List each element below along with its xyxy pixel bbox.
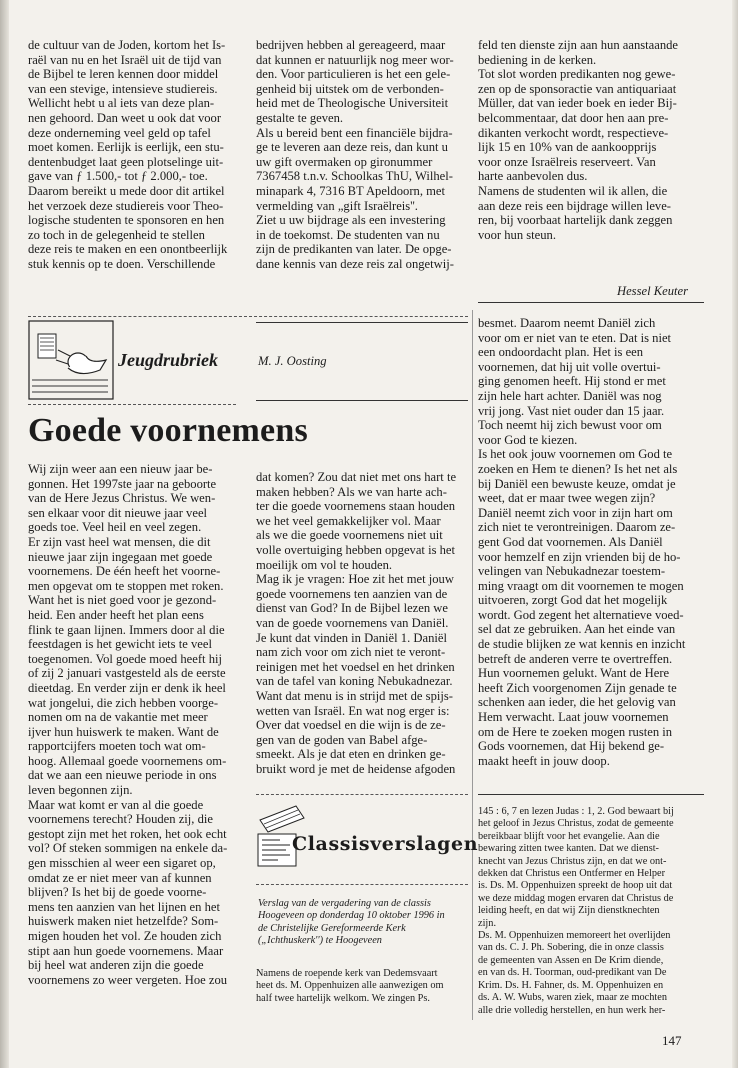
jeugdrubriek-column-2	[256, 470, 474, 776]
text-line: Daarom bereikt u mede door dit artikel	[28, 183, 225, 198]
text-line: dentenbudget laat geen plotselinge uit-	[28, 154, 224, 169]
text-line: van ds. C. J. Ph. Sobering, die in onze classis	[478, 942, 664, 954]
page-edge-shadow	[732, 0, 738, 1068]
text-line: hoog. Allemaal goede voornemens om-	[28, 753, 227, 768]
text-line: de gemeenten van Assen en De Krim diende,	[478, 954, 664, 966]
text-line: en van ds. H. Toorman, oud-predikant van De	[478, 967, 667, 979]
text-line: leiding heeft, en dat wij Zijn dienstknechten	[478, 905, 660, 917]
text-line: gen van de goden van Babel afge-	[256, 732, 428, 747]
top-article-column-1	[28, 38, 246, 272]
top-article-column-3	[478, 38, 703, 242]
text-line: zich niet te verontreinigen. Daarom ze-	[478, 520, 676, 535]
text-line: van een stevige, intensieve studiereis.	[28, 81, 218, 96]
text-line: in de toekomst. De studenten van nu	[256, 227, 440, 242]
text-line: aan deze reis een bijdrage willen leve-	[478, 198, 672, 213]
text-line: omdat ze er niet meer van af kunnen	[28, 870, 212, 885]
text-line: reinigen met het voedsel en het drinken	[256, 659, 455, 674]
text-line: Ds. M. Oppenhuizen memoreert het overlijden	[478, 930, 671, 942]
text-line: Verslag van de vergadering van de classis	[258, 898, 431, 909]
text-line: ming vraagt om dit voornemen te mogen	[478, 578, 684, 593]
text-line: gestalte te geven.	[256, 110, 344, 125]
text-line: voor hun steun.	[478, 227, 557, 242]
text-line: sel dat ze gebruiken. Aan het einde van	[478, 622, 676, 637]
text-line: de cultuur van de Joden, kortom het Is-	[28, 38, 226, 52]
text-line: Want dat menu is in strijd met de spijs-	[256, 688, 453, 703]
text-line: Want het is niet goed voor je gezond-	[28, 593, 217, 608]
top-article-author: Hessel Keuter	[617, 284, 688, 298]
text-line: vrij jong. Vast niet ouder dan 15 jaar.	[478, 403, 665, 418]
text-line: betreft de anderen verre te overtreffen.	[478, 651, 673, 666]
article-headline: Goede voornemens	[28, 412, 308, 449]
text-line: Ziet u uw bijdrage als een investering	[256, 213, 446, 228]
text-line: voor God te kiezen.	[478, 432, 578, 447]
text-line: Er zijn vast heel wat mensen, die dit	[28, 534, 211, 549]
text-line: velingen van Nebukadnezar toestem-	[478, 564, 666, 579]
text-line: Is het ook jouw voornemen om God te	[478, 447, 673, 462]
text-line: deze onderneming veel geld op tafel	[28, 125, 211, 140]
text-line: dane kennis van deze reis zal ongetwij-	[256, 256, 454, 271]
text-line: goede voornemens ten aanzien van de	[256, 586, 448, 601]
text-line: den. Voor particulieren is het een gele-	[256, 67, 451, 82]
classis-caption	[258, 898, 445, 948]
text-line: om de Here te zoeken mogen rusten in	[478, 724, 673, 739]
text-line: het verzoek deze studiereis voor Theo-	[28, 198, 224, 213]
text-line: Namens de studenten wil ik allen, die	[478, 183, 668, 198]
text-line: Hem verwacht. Laat jouw voornemen	[478, 710, 669, 725]
text-line: mens ten aanzien van het lijnen en het	[28, 899, 220, 914]
classis-column-3	[478, 806, 706, 1017]
text-line: 7367458 t.n.v. Schoolkas ThU, Wilhel-	[256, 169, 453, 184]
page-number: 147	[662, 1033, 682, 1048]
text-line: harte aanbevolen dus.	[478, 169, 588, 184]
text-line: maakt heeft in jouw doop.	[478, 753, 610, 768]
text-line: we deze middag mogen ervaren dat Christus de	[478, 892, 674, 904]
text-line: een ondoordacht plan. Het is een	[478, 345, 644, 360]
text-line: Daniël neemt zich voor in zijn hart om	[478, 505, 673, 520]
text-line: voor om er niet van te eten. Dat is niet	[478, 330, 672, 345]
text-line: half twee hartelijk welkom. We zingen Ps.	[256, 992, 430, 1004]
text-line: dienst van God? In de Bijbel lezen we	[256, 601, 448, 616]
text-line: men opgevat om te stoppen met roken.	[28, 578, 224, 593]
text-line: zijn.	[478, 917, 497, 929]
text-line: gent God dat voornemen. Als Daniël	[478, 534, 663, 549]
text-line: raël van nu en het Israël uit de tijd van	[28, 52, 222, 67]
text-line: dat kunnen er natuurlijk nog meer wor-	[256, 52, 454, 67]
text-line: nieuwe jaar zijn ingegaan met goede	[28, 549, 213, 564]
text-line: bij heel wat anderen zijn die goede	[28, 958, 204, 973]
classis-section-title: Classisverslagen	[292, 833, 479, 855]
text-line: is. Ds. M. Oppenhuizen spreekt de hoop uit dat	[478, 880, 673, 892]
jeugdrubriek-author: M. J. Oosting	[258, 354, 327, 368]
page-binding-shadow	[0, 0, 9, 1068]
text-line: 145 : 6, 7 en lezen Judas : 1, 2. God bewaart bij	[478, 806, 674, 817]
text-line: stuk kennis op te doen. Verschillende	[28, 256, 216, 271]
classis-rule-mid	[256, 884, 468, 885]
text-line: ren, bij voorbaat hartelijk dank zeggen	[478, 213, 673, 228]
text-line: zijn hele hart achter. Daniël was nog	[478, 388, 662, 403]
text-line: van de Here Jezus Christus. We wen-	[28, 491, 216, 506]
text-line: bereikbaar blijft voor het evangelie. Aan die	[478, 830, 660, 842]
classis-rule-top	[256, 794, 468, 795]
text-line: nen gehoord. Dan weet u ook dat voor	[28, 110, 222, 125]
text-line: ging genomen heeft. Hij stond er met	[478, 374, 666, 389]
text-line: Hun voornemen gelukt. Want de Here	[478, 666, 670, 681]
text-line: de Bijbel te leren kennen door middel	[28, 67, 219, 82]
jeugdrubriek-column-1	[28, 462, 246, 987]
text-line: deze reis te maken en een onontbeerlijk	[28, 242, 228, 257]
text-line: voornemen, dat hij uit volle overtui-	[478, 359, 661, 374]
text-line: Je kunt dat vinden in Daniël 1. Daniël	[256, 630, 447, 645]
text-line: Maar wat komt er van al die goede	[28, 797, 204, 812]
text-line: nam zich voor om zich niet te veront-	[256, 645, 446, 660]
text-line: maken hebben? Als we van harte ach-	[256, 484, 447, 499]
text-line: dieetdag. En verder zijn er denk ik heel	[28, 680, 226, 695]
text-line: moeilijk om vol te houden.	[256, 557, 393, 572]
text-line: ds. A. W. Wubs, waren ziek, maar ze mochten	[478, 992, 667, 1004]
text-line: goeds toe. Veel heil en veel zegen.	[28, 520, 202, 535]
text-line: voornemens terecht? Houden zij, die	[28, 812, 213, 827]
text-line: knecht van Jezus Christus zijn, en dat we ont-	[478, 855, 667, 867]
text-line: ge te leveren aan deze reis, dan kunt u	[256, 140, 448, 155]
text-line: alle drie volledig herstellen, en hun werk her-	[478, 1004, 666, 1016]
text-line: wat jongelui, die zich hebben voorge-	[28, 695, 219, 710]
text-line: van de goede voornemens van Daniël.	[256, 615, 449, 630]
text-line: Mag ik je vragen: Hoe zit het met jouw	[256, 572, 454, 587]
text-line: uw gift overmaken op gironummer	[256, 154, 433, 169]
text-line: wetten van Israël. En wat nog erger is:	[256, 703, 450, 718]
text-line: volle overtuiging hebben opgevat is het	[256, 542, 456, 557]
text-line: rapportcijfers moeten toch wat om-	[28, 739, 206, 754]
text-line: logische studenten te sponsoren en hen	[28, 213, 225, 228]
text-line: sen elkaar voor dit nieuwe jaar veel	[28, 505, 208, 520]
top-article-divider	[478, 302, 704, 303]
text-line: dekken dat Christus een Ontfermer en Helper	[478, 868, 665, 880]
text-line: dat komen? Zou dat niet met ons hart te	[256, 470, 457, 484]
text-line: Als u bereid bent een financiële bijdra-	[256, 125, 453, 140]
text-line: gonnen. Het 1997ste jaar na geboorte	[28, 476, 217, 491]
top-article-column-2	[256, 38, 474, 272]
text-line: besmet. Daarom neemt Daniël zich	[478, 316, 656, 330]
text-line: wordt. God zegent het alternatieve voed-	[478, 607, 684, 622]
text-line: we het veel gemakkelijker vol. Maar	[256, 513, 441, 528]
text-line: voornemens. De één heeft het voorne-	[28, 564, 221, 579]
text-line: Toch neemt hij zich bewust voor om	[478, 418, 662, 433]
text-line: voor onze Israëlreis reserveert. Van	[478, 154, 656, 169]
text-line: gestopt zijn met het roken, het ook echt	[28, 826, 227, 841]
text-line: dat we aan een nieuwe periode in ons	[28, 768, 217, 783]
text-line: heet ds. M. Oppenhuizen alle aanwezigen om	[256, 980, 444, 992]
text-line: zo toch in de gelegenheid te stellen	[28, 227, 205, 242]
text-line: genheid bij uitstek om de verbonden-	[256, 81, 444, 96]
text-line: schenken aan ieder, die het gelovig van	[478, 695, 676, 710]
text-line: migen houden het vol. Ze houden zich	[28, 929, 222, 943]
text-line: Wellicht hebt u al iets van deze plan-	[28, 96, 215, 111]
text-line: zoeken en Hem te dienen? Is het net als	[478, 461, 678, 476]
text-line: gave van ƒ 1.500,- tot ƒ 2.000,- toe.	[28, 169, 208, 184]
text-line: belcommentaar, dat door hen aan pre-	[478, 110, 669, 125]
text-line: vermelding van „gift Israëlreis''.	[256, 198, 418, 213]
text-line: of zij 2 januari vastgesteld als de eerste	[28, 666, 226, 681]
text-line: voornemens zo weer vergeten. Hoe zou	[28, 972, 228, 987]
text-line: blijven? Is het bij de goede voorne-	[28, 885, 207, 900]
text-line: minapark 4, 7316 BT Apeldoorn, met	[256, 183, 445, 198]
jeugdrubriek-illustration	[28, 320, 114, 400]
text-line: uitvoeren, zorgt God dat het mogelijk	[478, 593, 668, 608]
text-line: Tot slot worden predikanten nog gewe-	[478, 67, 676, 82]
text-line: toegenomen. Vol goede moed heeft hij	[28, 651, 222, 666]
text-line: („Ichthuskerk'') te Hoogeveen	[258, 935, 382, 947]
text-line: bruikt word je met de heidense afgoden	[256, 761, 456, 776]
text-line: lijk 15 en 10% van de aankoopprijs	[478, 140, 657, 155]
text-line: feld ten dienste zijn aan hun aanstaande	[478, 38, 679, 52]
text-line: voor hemzelf en zijn vrienden bij de ho-	[478, 549, 681, 564]
text-line: bewaring zitten twee kanten. Dat we dienst-	[478, 843, 659, 855]
text-line: als we die goede voornemens niet uit	[256, 528, 443, 543]
text-line: Over dat voedsel en die wijn is de ze-	[256, 718, 446, 733]
text-line: ijver hun huiswerk te maken. Want de	[28, 724, 219, 739]
jeugdrubriek-rule-left	[28, 404, 236, 405]
text-line: bedrijven hebben al gereageerd, maar	[256, 38, 446, 52]
text-line: Namens de roepende kerk van Dedemsvaart	[256, 968, 438, 979]
text-line: vol? Of steken sommigen na enkele da-	[28, 841, 228, 856]
text-line: feestdagen is het gewicht iets te veel	[28, 637, 212, 652]
text-line: stipt aan hun goede voornemens. Maar	[28, 943, 224, 958]
text-line: leven begonnen zijn.	[28, 783, 133, 798]
text-line: het geloof in Jezus Christus, zodat de gemeente	[478, 818, 674, 830]
text-line: smeekt. Als je dat eten en drinken ge-	[256, 747, 446, 762]
text-line: Gods voornemen, dat Hij bekend ge-	[478, 739, 665, 754]
text-line: zen op de sponsoractie van antiquariaat	[478, 81, 677, 96]
text-line: Müller, dat van ieder boek en ieder Bij-	[478, 96, 677, 111]
text-line: heeft Zich voorgenomen Zijn genade te	[478, 680, 677, 695]
text-line: Hoogeveen op donderdag 10 oktober 1996 in	[258, 910, 445, 922]
text-line: bij Daniël een bewuste keuze, omdat je	[478, 476, 676, 491]
text-line: bediening in de kerken.	[478, 52, 597, 67]
text-line: de Christelijke Gereformeerde Kerk	[258, 922, 406, 934]
jeugdrubriek-rule-top	[256, 322, 468, 323]
text-line: flink te gaan lijnen. Immers door al die	[28, 622, 225, 637]
text-line: heid. Een ander heeft het plan eens	[28, 607, 204, 622]
jeugdrubriek-section-title: Jeugdrubriek	[118, 350, 219, 370]
classis-rule-divider	[478, 794, 704, 795]
text-line: nomen om na de vakantie met meer	[28, 710, 208, 725]
jeugdrubriek-rule-bottom	[256, 400, 468, 401]
text-line: van de tafel van koning Nebukadnezar.	[256, 674, 453, 689]
text-line: moet komen. Eerlijk is eerlijk, een stu-	[28, 140, 224, 155]
text-line: dikanten verkocht wordt, respectieve-	[478, 125, 669, 140]
text-line: Krim. Ds. H. Fahner, ds. M. Oppenhuizen en	[478, 979, 664, 991]
classis-column-2	[256, 968, 472, 1005]
text-line: zijn de predikanten van later. De opge-	[256, 242, 452, 257]
text-line: Wij zijn weer aan een nieuw jaar be-	[28, 462, 213, 476]
jeugdrubriek-column-3	[478, 316, 703, 768]
section-divider-left	[28, 316, 468, 317]
text-line: weet, dat er maar twee wegen zijn?	[478, 491, 656, 506]
text-line: huiswerk maken niet hetzelfde? Som-	[28, 914, 219, 929]
text-line: de studie blijken ze wat kennis en inzicht	[478, 637, 686, 652]
text-line: heid met de Theologische Universiteit	[256, 96, 449, 111]
text-line: gen misschien al weer een sigaret op,	[28, 856, 216, 871]
text-line: ter die goede voornemens staan houden	[256, 499, 455, 514]
